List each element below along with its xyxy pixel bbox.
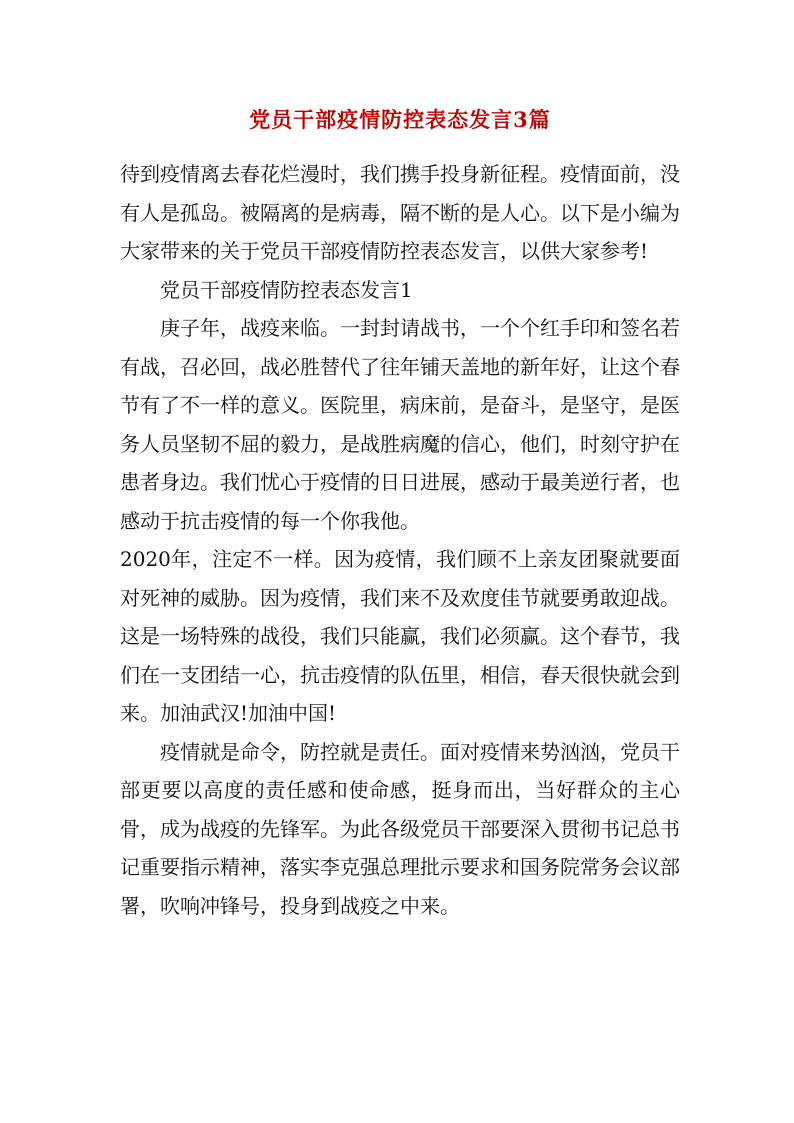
document-title: 党员干部疫情防控表态发言3篇	[249, 107, 551, 132]
section-heading-1: 党员干部疫情防控表态发言1	[160, 277, 413, 302]
document-page	[120, 100, 680, 925]
intro-paragraph: 待到疫情离去春花烂漫时，我们携手投身新征程。疫情面前，没有人是孤岛。被隔离的是病毒，隔不断的是人心。以下是小编为大家带来的关于党员干部疫情防控表态发言，以供大家参考!	[120, 162, 680, 263]
body-paragraph: 庚子年，战疫来临。一封封请战书，一个个红手印和签名若有战，召必回，战必胜替代了往年铺天盖地的新年好，让这个春节有了不一样的意义。医院里，病床前，是奋斗，是坚守，是医务人员坚韧不屈的毅力，是战胜病魔的信心，他们，时刻守护在患者身边。我们忧心于疫情的日日进展，感动于最美逆行者，也感动于抗击疫情的每一个你我他。	[120, 316, 680, 533]
body-paragraph: 疫情就是命令，防控就是责任。面对疫情来势汹汹，党员干部更要以高度的责任感和使命感，挺身而出，当好群众的主心骨，成为战疫的先锋军。为此各级党员干部要深入贯彻书记总书记重要指示精神，落实李克强总理批示要求和国务院常务会议部署，吹响冲锋号，投身到战疫之中来。	[120, 739, 680, 918]
body-paragraph: 2020年，注定不一样。因为疫情，我们顾不上亲友团聚就要面对死神的威胁。因为疫情，我们来不及欢度佳节就要勇敢迎战。这是一场特殊的战役，我们只能赢，我们必须赢。这个春节，我们在一支团结一心，抗击疫情的队伍里，相信，春天很快就会到来。加油武汉!加油中国!	[120, 547, 680, 725]
